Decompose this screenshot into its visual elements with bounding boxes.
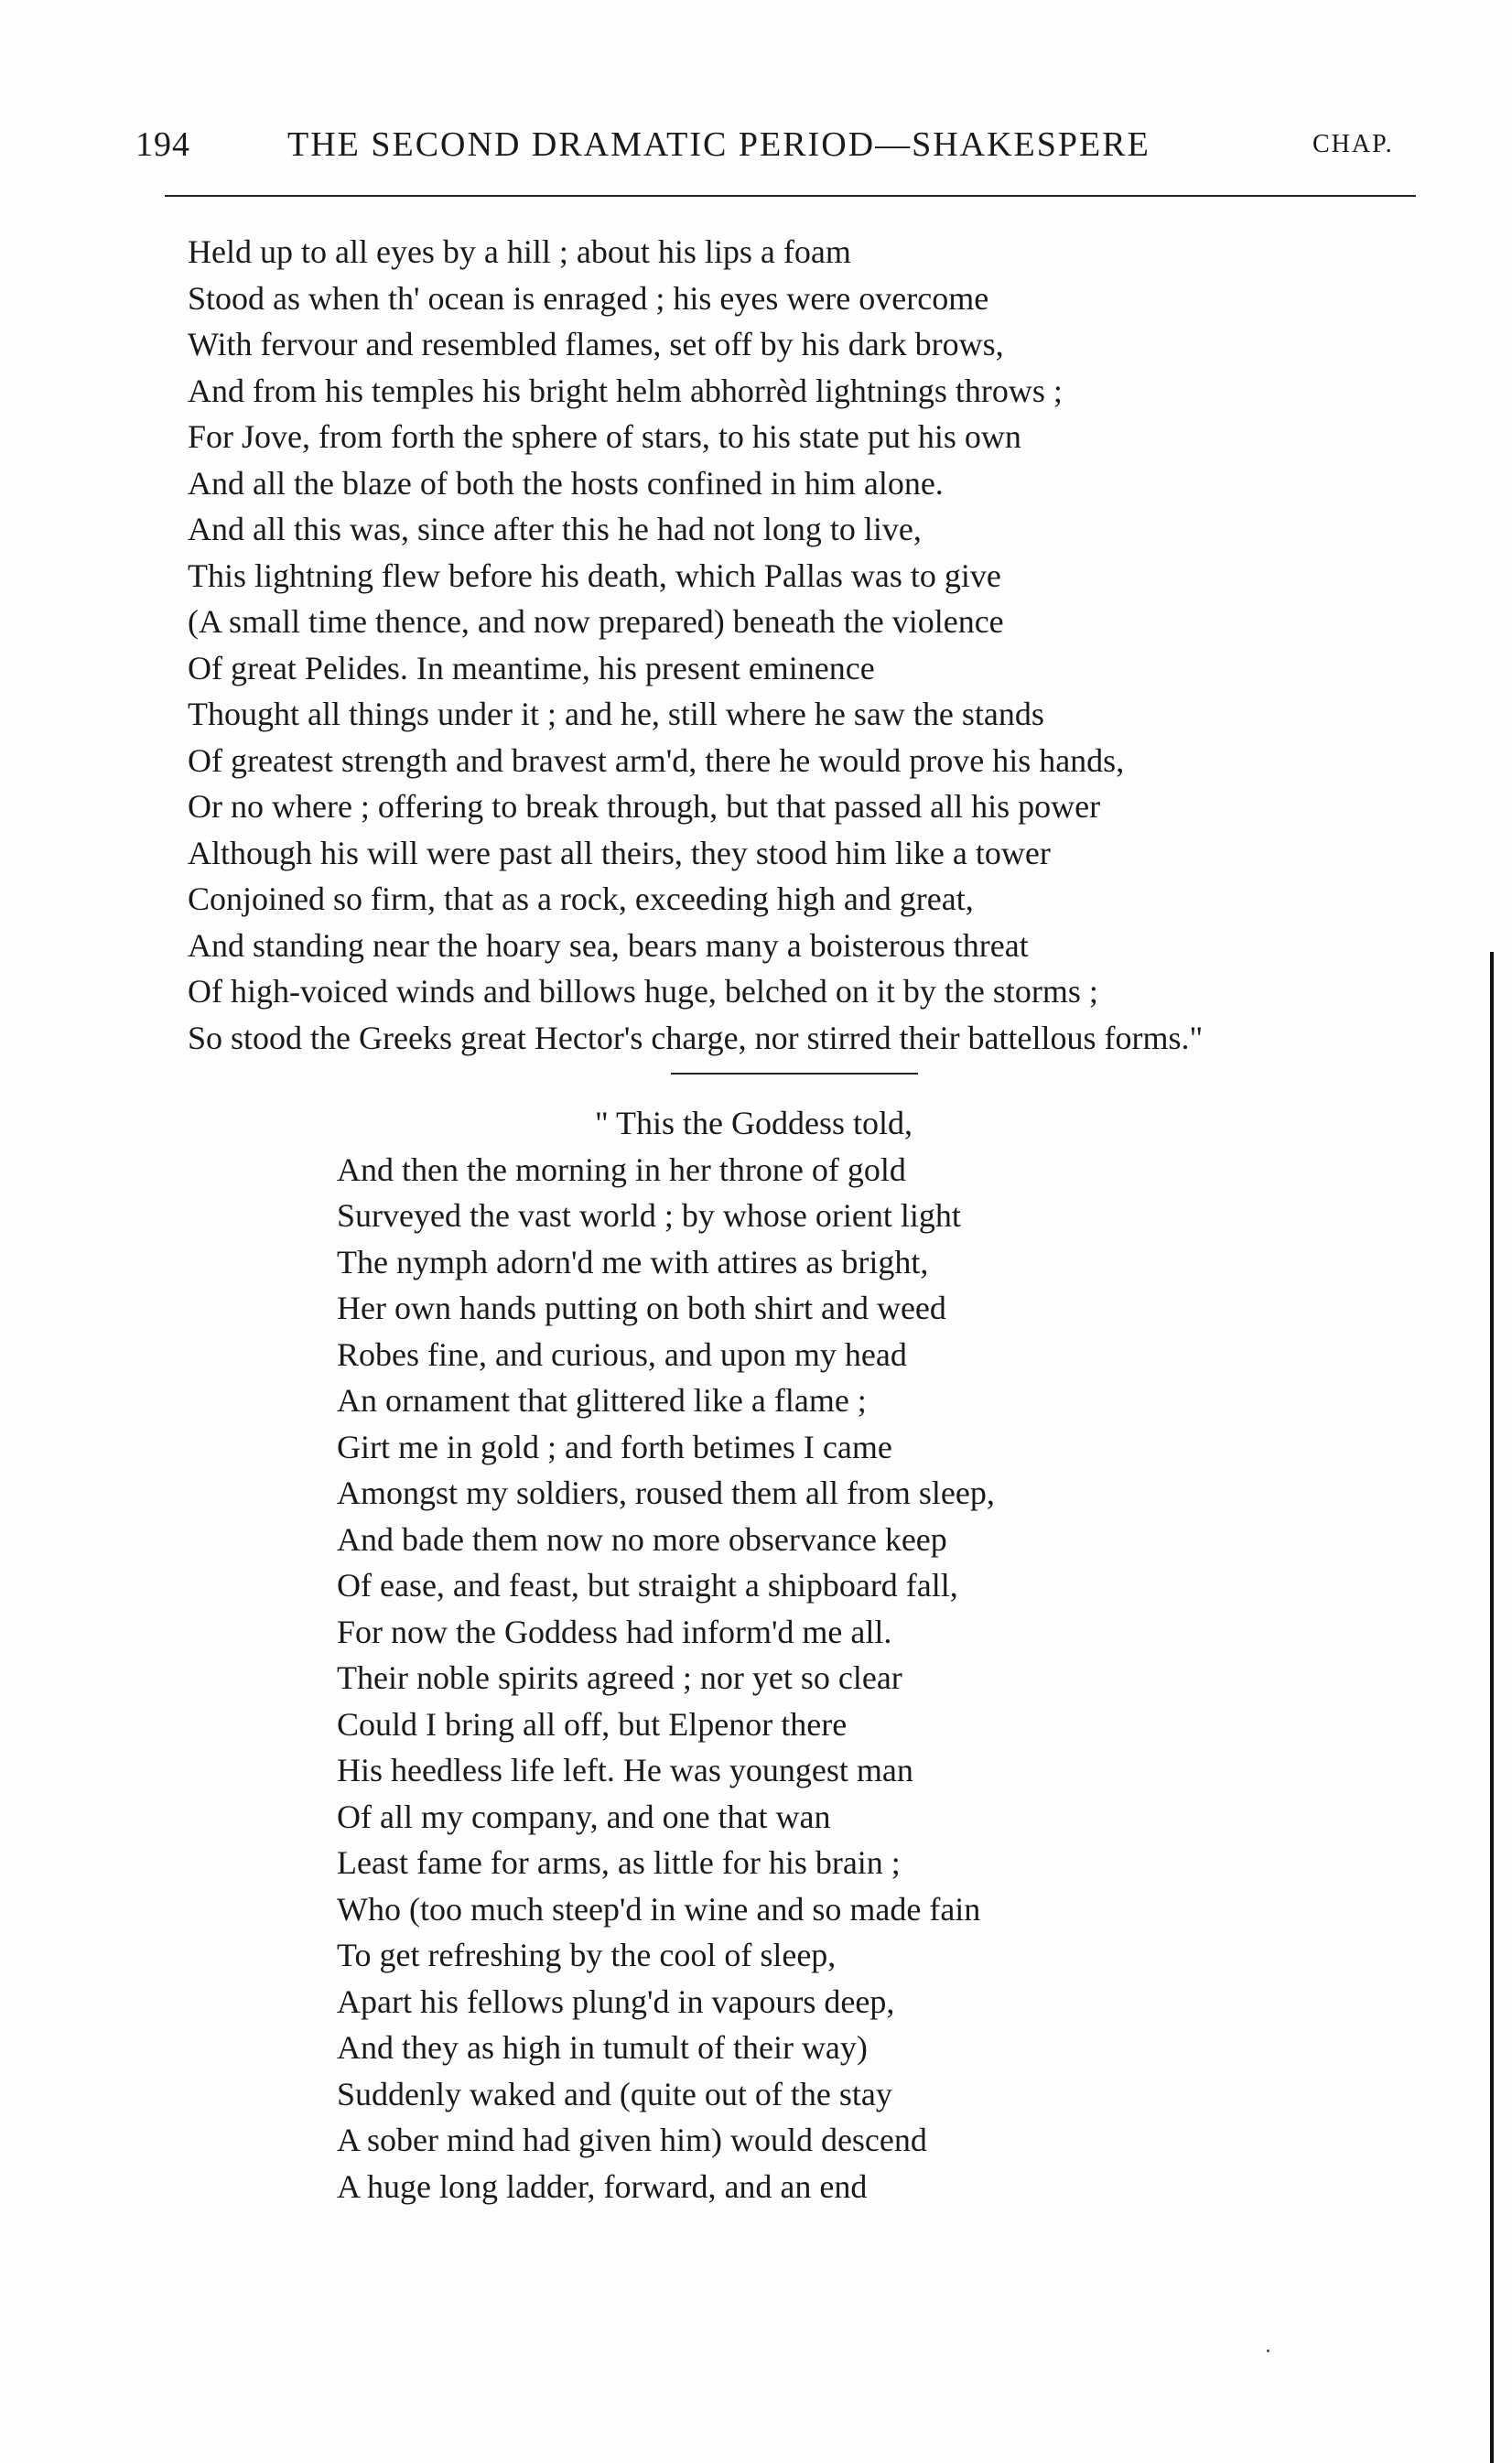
verse-line: Although his will were past all theirs, they stood him like a tower <box>188 834 1051 871</box>
section-divider <box>671 1073 918 1075</box>
verse-line: Suddenly waked and (quite out of the stay <box>337 2075 892 2112</box>
running-title: THE SECOND DRAMATIC PERIOD—SHAKESPERE <box>287 125 1150 164</box>
verse-line: Held up to all eyes by a hill ; about his lips a foam <box>188 233 851 270</box>
verse-line: Who (too much steep'd in wine and so made fain <box>337 1890 981 1928</box>
verse-line: Least fame for arms, as little for his brain ; <box>337 1844 901 1881</box>
verse-line: An ornament that glittered like a flame ; <box>337 1382 867 1419</box>
verse-line: Stood as when th' ocean is enraged ; his eyes were overcome <box>188 279 989 317</box>
verse-line: A huge long ladder, forward, and an end <box>337 2167 868 2205</box>
odyssey-passage <box>337 1100 1252 2209</box>
verse-line: Robes fine, and curious, and upon my head <box>337 1335 907 1373</box>
iliad-passage <box>188 229 1414 1061</box>
verse-line: Of ease, and feast, but straight a shipboard fall, <box>337 1567 958 1604</box>
verse-line: Amongst my soldiers, roused them all from sleep, <box>337 1475 995 1511</box>
verse-line: Of all my company, and one that wan <box>337 1798 831 1835</box>
verse-line: Of high-voiced winds and billows huge, belched on it by the storms ; <box>188 973 1098 1010</box>
verse-line: And then the morning in her throne of gold <box>337 1150 906 1188</box>
verse-line: Girt me in gold ; and forth betimes I came <box>337 1428 892 1465</box>
verse-line: Her own hands putting on both shirt and weed <box>337 1290 946 1326</box>
verse-line: For now the Goddess had inform'd me all. <box>337 1613 892 1650</box>
verse-line: The nymph adorn'd me with attires as bright, <box>337 1243 929 1280</box>
header-rule <box>165 195 1416 197</box>
running-header <box>135 124 1417 179</box>
verse-line: A sober mind had given him) would descend <box>337 2122 927 2158</box>
page-edge-shadow <box>1490 952 1494 2463</box>
verse-line: And from his temples his bright helm abhorrèd lightnings throws ; <box>188 372 1063 409</box>
verse-line: And standing near the hoary sea, bears many a boisterous threat <box>188 926 1029 964</box>
verse-line: For Jove, from forth the sphere of stars, to his state put his own <box>188 418 1021 455</box>
verse-line: So stood the Greeks great Hector's charge, nor stirred their battellous forms." <box>188 1019 1204 1056</box>
verse-line: Thought all things under it ; and he, still where he saw the stands <box>188 696 1044 732</box>
verse-line: Of greatest strength and bravest arm'd, there he would prove his hands, <box>188 741 1125 779</box>
verse-line: With fervour and resembled flames, set off by his dark brows, <box>188 326 1004 362</box>
verse-line: And all this was, since after this he had not long to live, <box>188 511 922 547</box>
verse-line: Of great Pelides. In meantime, his present eminence <box>188 649 875 686</box>
verse-line: His heedless life left. He was youngest man <box>337 1752 913 1788</box>
verse-line: " This the Goddess told, <box>595 1105 913 1141</box>
verse-line: And they as high in tumult of their way) <box>337 2029 868 2066</box>
verse-line: And all the blaze of both the hosts confined in him alone. <box>188 464 944 502</box>
verse-line: And bade them now no more observance keep <box>337 1520 947 1558</box>
verse-line: Could I bring all off, but Elpenor there <box>337 1705 848 1743</box>
verse-line: Their noble spirits agreed ; nor yet so clear <box>337 1659 902 1696</box>
verse-line: To get refreshing by the cool of sleep, <box>337 1937 837 1973</box>
verse-line: Or no where ; offering to break through, but that passed all his power <box>188 788 1101 825</box>
verse-line: (A small time thence, and now prepared) beneath the violence <box>188 603 1004 640</box>
verse-line: Conjoined so firm, that as a rock, exceeding high and great, <box>188 880 974 917</box>
verse-line: This lightning flew before his death, which Pallas was to give <box>188 556 1001 594</box>
verse-line: Surveyed the vast world ; by whose orient light <box>337 1197 961 1234</box>
verse-line: Apart his fellows plung'd in vapours deep, <box>337 1982 895 2020</box>
chapter-label: CHAP. <box>1312 130 1394 158</box>
ink-speck <box>1267 2350 1269 2352</box>
page-number: 194 <box>135 125 190 164</box>
